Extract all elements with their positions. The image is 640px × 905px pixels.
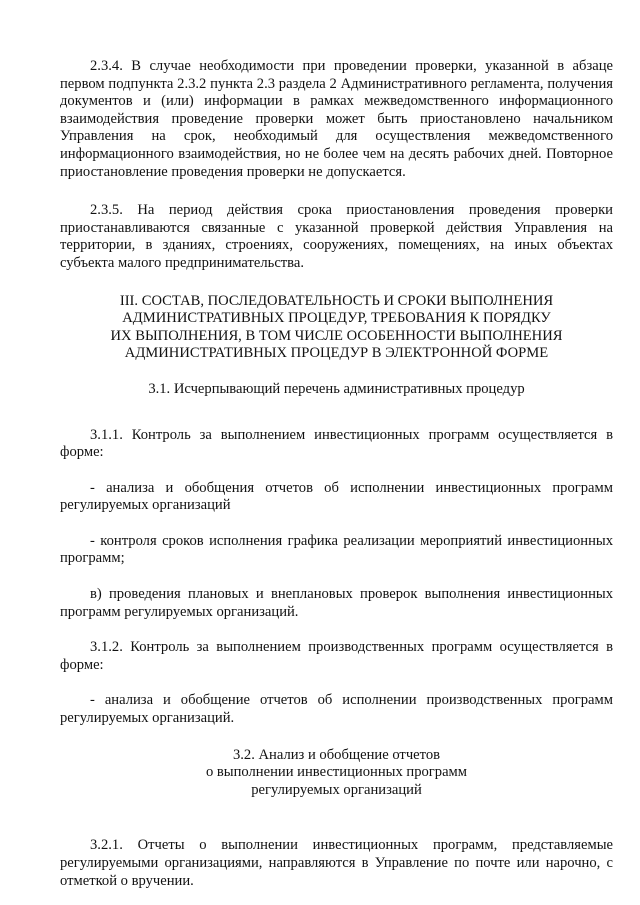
- document-page: [60, 58, 613, 890]
- paragraph-2-3-5: 2.3.5. На период действия срока приостановления проведения проверки приостанавливаются связанные с указанной проверкой действия Управления на территории, в зданиях, строениях, сооружениях, помещениях, на иных объектах субъекта малого предпринимательства.: [60, 202, 613, 271]
- paragraph-3-2-1: 3.2.1. Отчеты о выполнении инвестиционных программ, представляемые регулируемыми организациями, направляются в Управление по почте или нарочно, с отметкой о вручении.: [60, 837, 613, 889]
- paragraph-2-3-4: 2.3.4. В случае необходимости при проведении проверки, указанной в абзаце первом подпункта 2.3.2 пункта 2.3 раздела 2 Административного регламента, получения документов и (или) информации в рамках межведомственного информационного взаимодействия проведение проверки может быть приостановлено начальником Управления на срок, необходимый для осуществления межведомственного информационного взаимодействия, но не более чем на десять рабочих дней. Повторное приостановление проведения проверки не допускается.: [60, 58, 613, 180]
- paragraph-3-1-2: 3.1.2. Контроль за выполнением производственных программ осуществляется в форме:: [60, 639, 613, 673]
- section-3-title: III. СОСТАВ, ПОСЛЕДОВАТЕЛЬНОСТЬ И СРОКИ ВЫПОЛНЕНИЯ АДМИНИСТРАТИВНЫХ ПРОЦЕДУР, ТРЕБОВАНИЯ К ПОРЯДКУ ИХ ВЫПОЛНЕНИЯ, В ТОМ ЧИСЛЕ ОСОБЕННОСТИ ВЫПОЛНЕНИЯ АДМИНИСТРАТИВНЫХ ПРОЦЕДУР В ЭЛЕКТРОННОЙ ФОРМЕ: [110, 292, 563, 362]
- list-item-inspections: в) проведения плановых и внеплановых проверок выполнения инвестиционных программ регулируемых организаций.: [60, 586, 613, 620]
- list-item-analysis: - анализа и обобщения отчетов об исполнении инвестиционных программ регулируемых организаций: [60, 479, 613, 514]
- paragraph-3-1-1: 3.1.1. Контроль за выполнением инвестиционных программ осуществляется в форме:: [60, 426, 613, 461]
- subsection-3-1-title: 3.1. Исчерпывающий перечень административных процедур: [148, 380, 525, 397]
- list-item-deadline-control: - контроля сроков исполнения графика реализации мероприятий инвестиционных программ;: [60, 532, 613, 567]
- list-item-production-analysis: - анализа и обобщение отчетов об исполнении производственных программ регулируемых организаций.: [60, 692, 613, 727]
- subsection-3-2-title: 3.2. Анализ и обобщение отчетов о выполнении инвестиционных программ регулируемых организаций: [205, 746, 468, 798]
